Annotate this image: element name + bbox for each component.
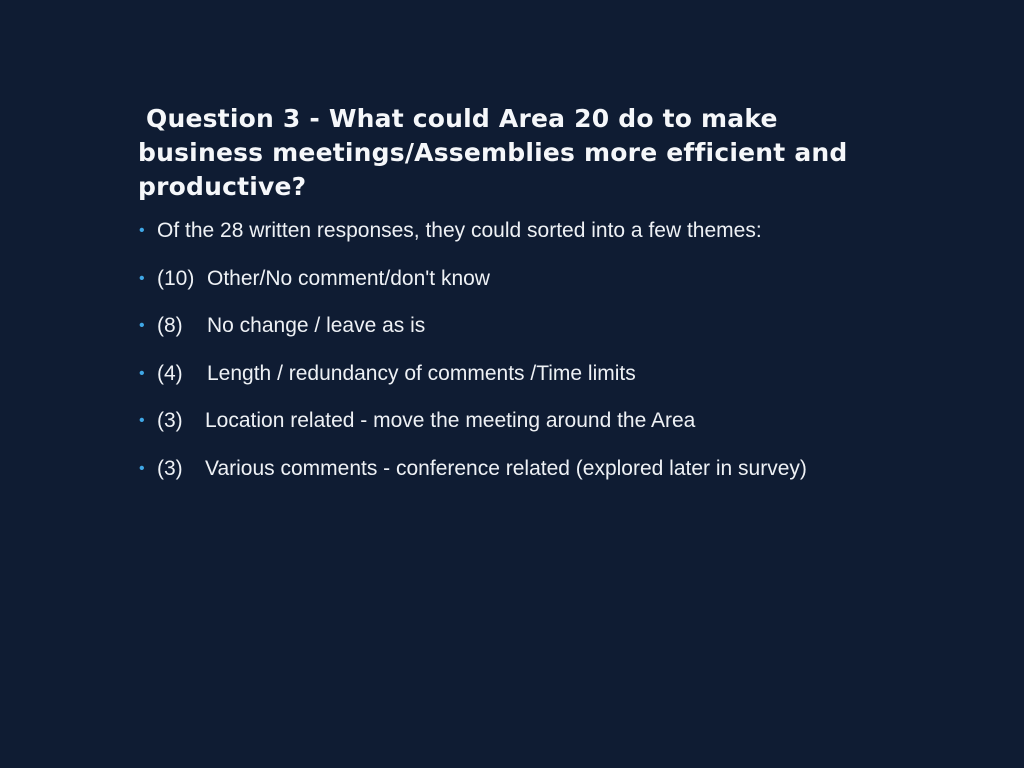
slide-title <box>138 102 898 204</box>
response-count: (3) <box>157 456 183 480</box>
bullet-dot-icon: • <box>139 269 145 287</box>
title-line-1: Question 3 - What could Area 20 do to make <box>146 104 778 133</box>
title-line-2: business meetings/Assemblies more efficient and <box>138 138 848 167</box>
bullet-dot-icon: • <box>139 412 145 430</box>
response-count: (3) <box>157 409 183 433</box>
bullet-item-intro <box>138 214 938 262</box>
bullet-dot-icon: • <box>139 459 145 477</box>
response-theme: Location related - move the meeting around the Area <box>205 409 696 433</box>
bullet-item <box>138 262 938 310</box>
intro-text: Of the 28 written responses, they could sorted into a few themes: <box>157 219 762 242</box>
bullet-list <box>138 214 938 500</box>
response-count: (10) <box>157 266 195 290</box>
response-theme: No change / leave as is <box>207 314 426 338</box>
bullet-dot-icon: • <box>139 317 145 335</box>
bullet-item <box>138 404 938 452</box>
bullet-item <box>138 452 938 500</box>
response-theme: Length / redundancy of comments /Time limits <box>207 361 636 385</box>
bullet-item <box>138 357 938 405</box>
response-theme: Various comments - conference related (explored later in survey) <box>205 456 807 480</box>
bullet-item <box>138 309 938 357</box>
title-line-3: productive? <box>138 172 307 201</box>
response-theme: Other/No comment/don't know <box>207 266 490 290</box>
response-count: (8) <box>157 314 183 338</box>
bullet-dot-icon: • <box>139 222 145 239</box>
bullet-dot-icon: • <box>139 364 145 382</box>
response-count: (4) <box>157 361 183 385</box>
